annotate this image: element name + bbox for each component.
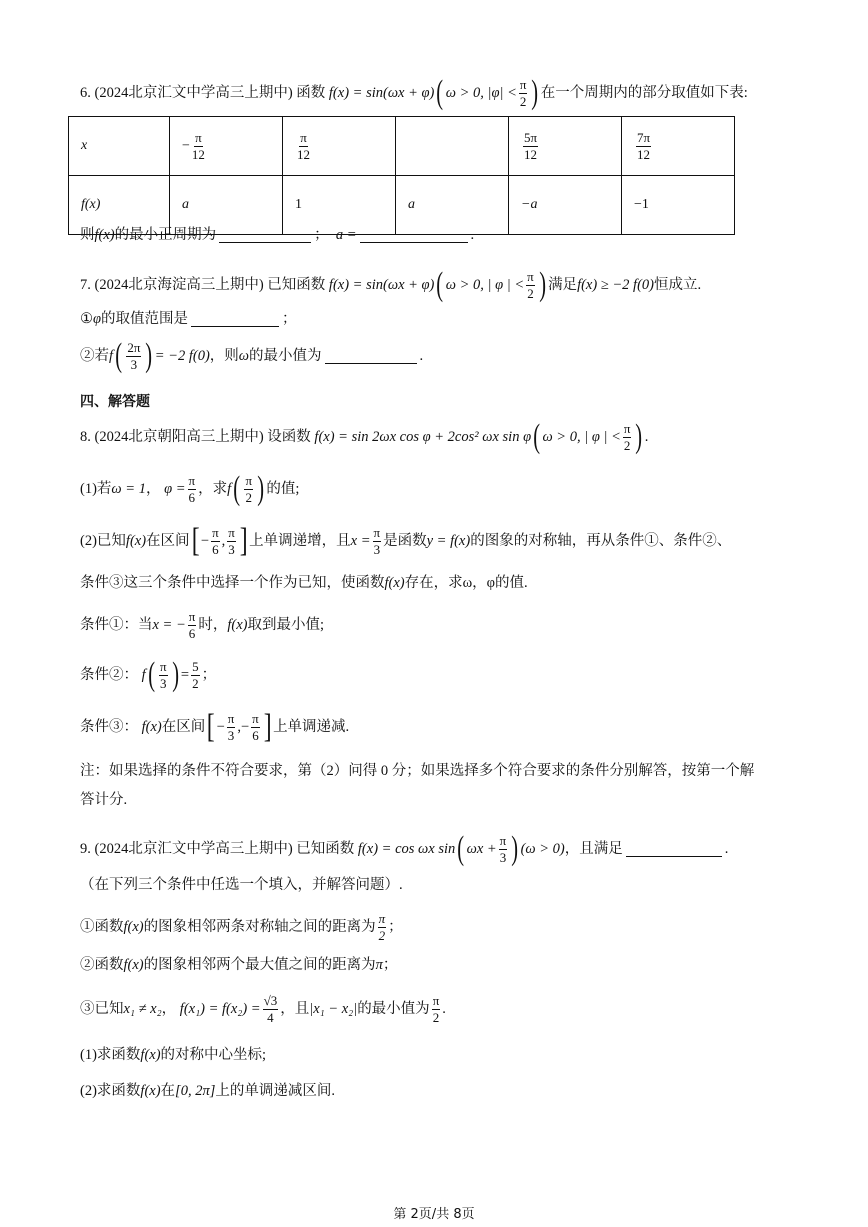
q8-p1-sep: ， [145,480,161,497]
q7-p2-eq: = −2 f(0) [154,347,210,364]
q9-c1-text: ①函数 [80,918,124,935]
q6-cond-frac: $\frac{\pi}{2}$ [519,76,527,109]
q9-part1 [80,1048,266,1063]
q8-p1-text: (1)若 [80,480,112,497]
table-head-f: f(x) [69,176,170,235]
q9-c3-ne: x₁ ≠ x₂ [123,1000,162,1017]
q9-c1-text-2: 的图象相邻两条对称轴之间的距离为 [143,918,376,935]
q9-frac: $\frac{\pi}{3}$ [499,832,507,865]
q9-c1-end: ； [388,918,403,935]
q9-p2-f: f(x) [140,1083,161,1099]
q9-p1-text-2: 的对称中心坐标; [160,1047,267,1063]
q8-p1-frac: $\frac{\pi}{6}$ [188,472,196,505]
q8-c1-text-3: 取到最小值; [247,616,324,633]
q9-text-2: ，且满足 [564,840,623,857]
q8-p1-f: f [227,480,232,497]
table-cell: −a [509,176,622,235]
q7-p1-phi: φ [93,311,102,328]
q8-p2-text-5: 的图象的对称轴，再从条件①、条件②、 [470,532,732,549]
q9-p1-text: (1)求函数 [80,1047,141,1063]
q7-p2-text-2: ，则 [209,347,239,364]
q8-c3-left: $\frac{\pi}{3}$ [227,710,235,743]
q6-text: 函数 [296,84,326,101]
table-cell: $\frac{\pi}{12}$ [283,117,396,176]
q8-p2-f: f(x) [125,532,147,549]
q8-p1-omega: ω = 1 [111,480,146,497]
q8-part2: (2)已知 f(x) 在区间 [ − $\frac{\pi}{6}$ , $\frac{\pi}{3}$ ] 上单调递增，且 x = $\frac{\pi}{3}$ 是函数 y = f(x) 的图象的对称轴，再从条件①、条件②、 [80,522,732,559]
answer-blank[interactable] [191,312,279,327]
q8-number: 8. [80,428,91,445]
q9-number: 9. [80,840,91,857]
q6-ask-f: f(x) [94,227,115,244]
q6-function: f(x) = sin(ωx + φ) [328,84,435,101]
q9-c2-f: f(x) [123,957,144,973]
table-cell: $\frac{7\pi}{12}$ [622,117,735,176]
q7-cond-frac: $\frac{\pi}{2}$ [527,268,534,301]
q7-p2-text-3: 的最小值为 [249,347,322,364]
q8-c3-text-2: 在区间 [161,718,206,735]
q7-part1 [80,312,297,327]
q8-int-right: $\frac{\pi}{3}$ [228,524,235,557]
q7-stem [80,268,701,302]
table-cell: −1 [622,176,735,235]
q7-p2-end: . [419,347,424,364]
q9-c1-f: f(x) [123,918,144,935]
q6-source: (2024北京汇文中学高三上期中) [94,84,293,101]
q7-p2-f: f [109,347,114,364]
paren-open: ( [147,656,155,693]
q8-c3-f: f(x) [141,718,162,735]
q6-number: 6. [80,84,91,101]
q8-p2-text-3: 上单调递增，且 [249,532,351,549]
q8-int-left: $\frac{\pi}{6}$ [212,524,219,557]
q9-end: . [724,840,729,857]
q6-ask-text: 则 [80,227,95,244]
q9-p1-f: f(x) [140,1047,161,1063]
bracket-open: [ [206,708,215,745]
q8-c2-eq: = [180,666,190,683]
q8-cond-frac: $\frac{\pi}{2}$ [623,420,631,453]
q8-note-cont: 答计分. [80,792,128,808]
page-footer: 第 2页/共 8页 [393,1207,475,1222]
q8-c3-sign: − [216,718,225,735]
q7-p2-frac: $\frac{2\pi}{3}$ [127,339,141,372]
q6-ask-sep: ； [314,227,329,244]
answer-blank[interactable] [360,228,468,243]
q9-c3-end: . [442,1000,446,1017]
q7-condition: ω > 0, | φ | < [445,276,525,293]
q8-c1-f: f(x) [227,616,248,633]
q9-function: f(x) = cos ωx sin [357,840,456,857]
table-cell: a [396,176,509,235]
q9-c3-sep: ， [161,1000,177,1017]
paren-open: ( [457,830,465,867]
q9-p2-text-3: 上的单调递减区间. [215,1083,335,1099]
q9-p2-interval: [0, 2π] [175,1083,216,1099]
q9-c2-text-2: 的图象相邻两个最大值之间的距离为 [143,957,376,973]
q8-p1-text-2: ，求 [198,480,228,497]
q8-stem [80,420,648,454]
q9-inner: ωx + [466,840,497,857]
q8-int-sign: − [200,532,210,549]
q9-hint: （在下列三个条件中任选一个填入，并解答问题）. [80,877,403,893]
q8-part2-cont [80,576,528,591]
q9-c2-end: ； [382,957,398,973]
paren-open: ( [436,74,444,111]
paren-close: ) [257,470,265,507]
value-table [68,116,735,235]
q9-p2-text: (2)求函数 [80,1083,141,1099]
q9-cond3 [80,994,446,1024]
table-row-f [69,176,735,235]
q8-p1-arg-frac: $\frac{\pi}{2}$ [245,472,253,505]
q8-p2-x: x = [350,532,371,549]
table-row-x [69,117,735,176]
q7-text-2: 满足 [548,276,578,293]
q7-p2-omega: ω [238,347,250,364]
q7-p1-marker: ① [80,311,93,328]
table-head-x: x [69,117,170,176]
paren-close: ) [171,656,179,693]
q8-c2-frac: $\frac{5}{2}$ [192,658,199,691]
q9-c3-frac-2: $\frac{\pi}{2}$ [432,993,440,1025]
q6-ask [80,228,474,243]
bracket-close: ] [239,522,248,559]
q8-part1 [80,472,299,506]
bracket-close: ] [263,708,272,745]
q8-end: . [644,428,649,445]
q8-c2-arg: $\frac{\pi}{3}$ [159,658,167,691]
q9-source: (2024北京汇文中学高三上期中) [94,840,293,857]
q8-cond3: 条件③： f(x) 在区间 [ − $\frac{\pi}{3}$ , − $\frac{\pi}{6}$ ] 上单调递减. [80,708,350,745]
q8-c1-x: x = − [152,616,186,633]
q9-cond1 [80,912,403,942]
answer-blank[interactable] [325,349,417,364]
paren-open: ( [233,470,241,507]
q8-p3-text: 条件③这三个条件中选择一个作为已知，使函数 [80,575,385,591]
q9-c2-pi: π [375,957,383,973]
q8-source: (2024北京朝阳高三上期中) [94,428,264,445]
q7-p2-text: ②若 [80,347,109,364]
q9-p2-text-2: 在 [160,1083,176,1099]
q8-c1-frac: $\frac{\pi}{6}$ [188,609,196,641]
q9-c3-text: ③已知 [80,1000,124,1017]
q6-text-2: 在一个周期内的部分取值如下表: [540,84,748,101]
q7-number: 7. [80,276,91,293]
q9-stem [80,832,728,866]
table-cell: − $\frac{\pi}{12}$ [170,117,283,176]
q9-c3-frac: $\frac{√3}{4}$ [263,993,278,1025]
q7-p1-end: ； [282,311,297,328]
q6-ask-text-2: 的最小正周期为 [114,227,217,244]
q8-c3-text: 条件③： [80,718,138,735]
q8-condition: ω > 0, | φ | < [542,428,621,445]
paren-open: ( [533,418,541,455]
q8-c2-end: ； [201,666,217,683]
q8-p2-frac: $\frac{\pi}{3}$ [373,524,381,557]
q9-c2-text: ②函数 [80,957,124,973]
q8-text: 设函数 [267,428,311,445]
q8-p2-y: y = f(x) [426,532,471,549]
q7-p1-text: 的取值范围是 [101,311,189,328]
q9-c3-eq: f(x₁) = f(x₂) = [179,1000,261,1017]
q7-inequality: f(x) ≥ −2 f(0) [577,276,654,293]
table-cell: 1 [283,176,396,235]
q8-p3-f: f(x) [384,575,405,591]
q8-c1-text-2: 时， [198,616,228,633]
q9-cond2 [80,958,397,973]
q8-c3-right: $\frac{\pi}{6}$ [252,710,259,743]
q9-c1-frac: $\frac{\pi}{2}$ [378,911,386,943]
q8-c3-text-3: 上单调递减. [273,718,350,735]
q8-c2-text: 条件②： [80,666,138,683]
q8-p2-text: (2)已知 [80,532,126,549]
q8-p2-text-4: 是函数 [383,532,427,549]
q8-c2-f: f [141,666,146,683]
answer-blank[interactable] [626,842,722,857]
q9-c3-text-3: 的最小值为 [357,1000,430,1017]
q8-note: 注：如果选择的条件不符合要求，第（2）问得 0 分；如果选择多个符合要求的条件分别解答，按第一个解 [80,763,755,779]
section-title: 四、解答题 [80,394,150,410]
q8-p1-text-3: 的值; [266,480,300,497]
bracket-open: [ [191,522,200,559]
q8-cond1 [80,610,324,640]
paren-open: ( [115,337,123,374]
q7-function: f(x) = sin(ωx + φ) [328,276,435,293]
paren-close: ) [511,830,519,867]
q6-ask-a: a = [335,227,357,244]
paren-close: ) [539,266,546,303]
q7-source: (2024北京海淀高三上期中) [94,276,264,293]
q7-text: 已知函数 [267,276,326,293]
paren-close: ) [145,337,153,374]
table-cell-empty [396,117,509,176]
q6-ask-end: . [470,227,475,244]
answer-blank[interactable] [219,228,311,243]
q9-part2 [80,1084,335,1099]
q8-p3-text-2: 存在，求ω，φ的值. [404,575,528,591]
q7-text-3: 恒成立. [654,276,702,293]
q8-c3-sign-2: − [240,718,250,735]
q8-function: f(x) = sin 2ωx cos φ + 2cos² ωx sin φ [314,428,532,445]
table-cell: $\frac{5\pi}{12}$ [509,117,622,176]
q9-c3-text-2: ，且 [280,1000,310,1017]
q7-part2 [80,339,423,373]
q8-p2-text-2: 在区间 [146,532,190,549]
q9-text: 已知函数 [296,840,355,857]
paren-close: ) [635,418,643,455]
q8-cond2 [80,658,216,692]
q6-condition: ω > 0, |φ| < [445,84,517,101]
q9-c3-abs: |x₁ − x₂| [309,1000,358,1017]
paren-close: ) [531,74,539,111]
q9-condition: (ω > 0) [520,840,565,857]
q8-p1-phi: φ = [164,480,186,497]
paren-open: ( [436,266,444,303]
q6-stem [80,76,748,110]
table-cell: a [170,176,283,235]
q8-c1-text: 条件①：当 [80,616,153,633]
